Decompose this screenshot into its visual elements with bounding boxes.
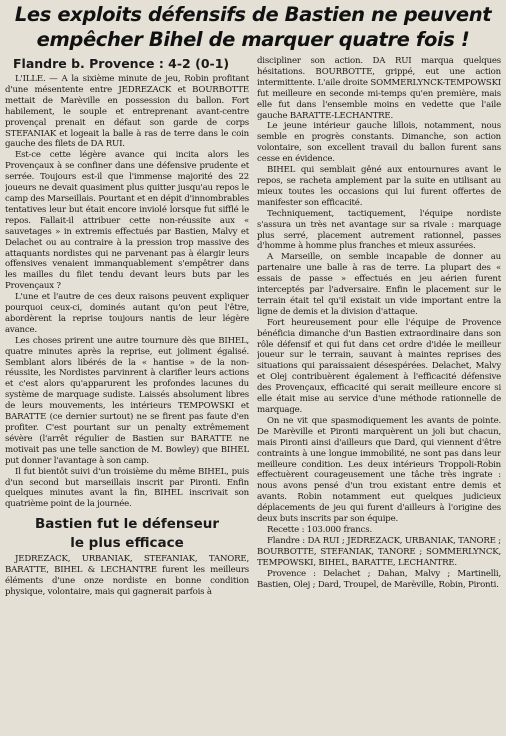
article-paragraph: Techniquement, tactiquement, l'équipe nordiste s'assura un très net avantage sur sa rivale : marquage plus serré, placement autrement rationnel, passes d'homme à homme plus franches et mieux assurées. xyxy=(257,208,501,252)
section-title-line-1: Bastien fut le défenseur xyxy=(34,516,220,533)
article-paragraph: On ne vit que spasmodiquement les avants de pointe. De Marèville et Pironti marquèrent un joli but chacun, mais Pironti ainsi d'ailleurs que Dard, qui viennent d'être contraints à une longue immobilité, ne sont pas dans leur meilleure condition. Les deux intérieurs Troppoli-Robin effectuèrent courageusement une tâche très ingrate : nous avons pensé d'un trou existant entre demis et avants. Robin notamment eut quelques judicieux déplacements de jeu qui furent d'ailleurs à l'origine des deux buts inscrits par son équipe. xyxy=(257,415,501,525)
article-paragraph: L'ILLE. — A la sixième minute de jeu, Robin profitant d'une mésentente entre JEDREZACK et BOURBOTTE mettait de Marèville en possession du ballon. Fort habilement, le souple et entreprenant avant-centre provençal prenait en défaut son garde de corps STEFANIAK et logeait la balle à ras de terre dans le coin gauche des filets de DA RUI. xyxy=(5,74,249,150)
article-paragraph: discipliner son action. DA RUI marqua quelques hésitations. BOURBOTTE, grippé, eut une action intermittente. L'aile droite SOMMERLYNCK-TEMPOWSKI fut meilleure en seconde mi-temps qu'en première, mais elle fut dans l'ensemble moins en vedette que l'aile gauche BARATTE-LECHANTRE. xyxy=(257,56,501,121)
section-title-line-2: le plus efficace xyxy=(70,535,184,552)
article-paragraph: JEDREZACK, URBANIAK, STEFANIAK, TANORE, BARATTE, BIHEL & LECHANTRE furent les meilleurs éléments d'une onze nordiste en bonne condition physique, volontaire, mais qui gagnerait parfois à xyxy=(5,554,249,597)
headline-line-2: empêcher Bihel de marquer quatre fois ! xyxy=(36,28,470,51)
article-paragraph: Les choses prirent une autre tournure dès que BIHEL, quatre minutes après la reprise, eut joliment égalisé. Semblant alors libérés de la « hantise » de la non-réussite, les Nordistes parvinrent à clarifier leurs actions et c'est alors qu'apparurent les profondes lacunes du système de marquage sudiste. Laissés absolument libres de leurs mouvements, les intérieurs TEMPOWSKI et BARATTE (ce dernier surtout) ne se firent pas faute d'en profiter. C'est pourtant sur un penalty extrêmement sévère (l'arrêt régulier de Bastien sur BARATTE ne motivait pas une telle sanction de M. Bowley) que BIHEL put donner l'avantage à son camp. xyxy=(5,335,249,466)
right-column xyxy=(257,56,501,598)
article-columns xyxy=(5,56,501,598)
article-paragraph: Le jeune intérieur gauche lillois, notamment, nous semble en progrès constants. Dimanche, son action volontaire, son excellent travail du ballon furent sans cesse en évidence. xyxy=(257,121,501,165)
left-column xyxy=(5,56,249,598)
match-result-title: Flandre b. Provence : 4-2 (0-1) xyxy=(13,56,230,71)
flandre-lineup: Flandre : DA RUI ; JEDREZACK, URBANIAK, TANORE ; BOURBOTTE, STEFANIAK, TANORE ; SOMMERLYNCK, TEMPOWSKI, BIHEL, BARATTE, LECHANTRE. xyxy=(257,535,501,568)
gate-receipts: Recette : 103.000 francs. xyxy=(267,524,372,535)
article-paragraph: A Marseille, on semble incapable de donner au partenaire une balle à ras de terre. La plupart des « essais de passe » effectués en jeu aérien furent interceptés par l'adversaire. Enfin le placement sur le terrain était tel qu'il existait un vide important entre la ligne de demis et la division d'attaque. xyxy=(257,252,501,317)
article-paragraph: BIHEL qui semblait gêné aux entournures avant le repos, se racheta amplement par la suite en utilisant au mieux toutes les occasions qui lui furent offertes de manifester son efficacité. xyxy=(257,165,501,208)
article-paragraph: Fort heureusement pour elle l'équipe de Provence bénéficia dimanche d'un Bastien extraordinaire dans son rôle défensif et qui fut dans cet ordre d'idée le meilleur joueur sur le terrain, sauvant à maintes reprises des situations qui paraissaient désespérées. Delachet, Malvy et Olej contribuèrent également à l'efficacité défensive des Provençaux, efficacité qui serait meilleure encore si elle était mise au service d'une méthode rationnelle de marquage. xyxy=(257,317,501,415)
article-paragraph: Il fut bientôt suivi d'un troisième du même BIHEL, puis d'un second but marseillais inscrit par Pironti. Enfin quelques minutes avant la fin, BIHEL inscrivait son quatrième point de la journée. xyxy=(5,466,249,510)
article-paragraph: L'une et l'autre de ces deux raisons peuvent expliquer pourquoi ceux-ci, dominés autant qu'on peut l'être, abordèrent la reprise toujours nantis de leur légère avance. xyxy=(5,292,249,335)
headline-line-1: Les exploits défensifs de Bastien ne peuvent xyxy=(14,3,492,26)
provence-lineup: Provence : Delachet ; Dahan, Malvy ; Martinelli, Bastien, Olej ; Dard, Troupel, de Marèville, Robin, Pironti. xyxy=(257,568,501,590)
article-paragraph: Est-ce cette légère avance qui incita alors les Provençaux à se confiner dans une défensive prudente et serrée. Toujours est-il que l'immense majorité des 22 joueurs ne devait quasiment plus quitter jusqu'au repos le camp des Marseillais. Pourtant et en dépit d'innombrables tentatives leur but était encore inviolé lorsque fut sifflé le repos. Fallait-il attribuer cette non-réussite aux « sauvetages » in extremis effectués par Bastien, Malvy et Delachet ou au contraire à la pression trop massive des attaquants nordistes qui ne parvenant pas à élargir leurs offensives venaient immanquablement s'empêtrer dans les mailles du filet tendu devant leurs buts par les Provençaux ? xyxy=(5,150,249,292)
